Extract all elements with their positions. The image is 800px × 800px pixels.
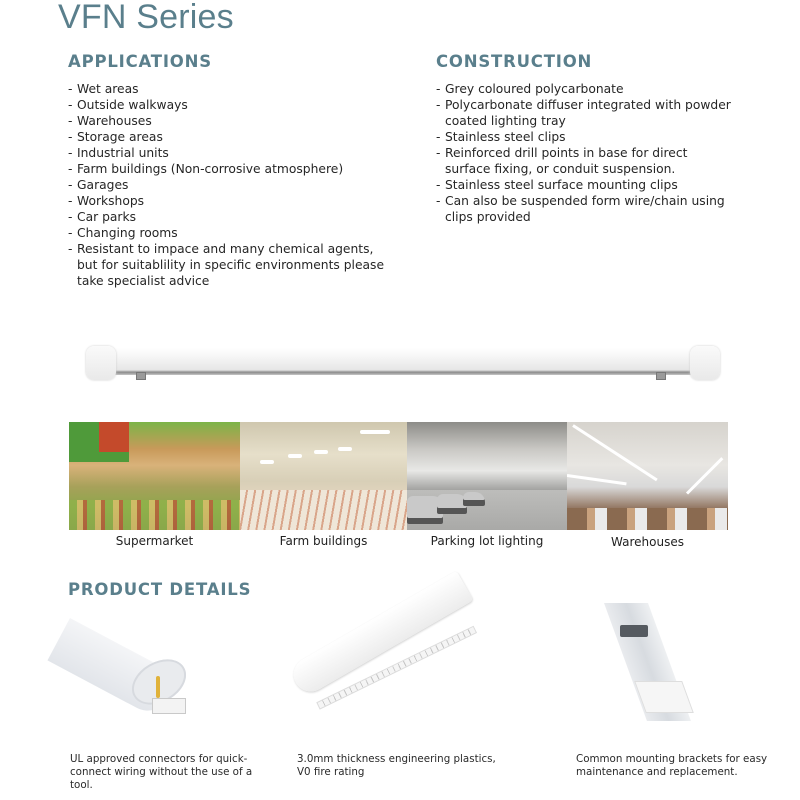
caption-parking-lot: Parking lot lighting bbox=[430, 534, 544, 548]
dash-marker: - bbox=[436, 98, 441, 112]
dash-marker: - bbox=[68, 210, 73, 224]
list-item: - Stainless steel clips bbox=[436, 130, 566, 144]
applications-heading: APPLICATIONS bbox=[68, 52, 212, 71]
list-item: - Farm buildings (Non-corrosive atmosphere) bbox=[68, 162, 344, 176]
detail-connectors-text: UL approved connectors for quick-connect wiring without the use of a tool. bbox=[70, 753, 253, 791]
construction-list bbox=[436, 81, 736, 225]
fixture-endcap-right bbox=[690, 346, 720, 380]
diffuser-led-strip-photo bbox=[288, 606, 488, 721]
mounting-bracket-photo bbox=[598, 603, 713, 718]
connector-end-photo bbox=[70, 618, 200, 718]
dash-marker: - bbox=[436, 130, 441, 144]
list-item: - Polycarbonate diffuser integrated with powder coated lighting tray bbox=[436, 98, 731, 128]
fixture-clip bbox=[656, 372, 666, 380]
fixture-diffuser bbox=[108, 348, 698, 370]
list-item: - Workshops bbox=[68, 194, 145, 208]
gallery-captions bbox=[69, 534, 728, 549]
dash-marker: - bbox=[68, 242, 73, 256]
dash-marker: - bbox=[68, 162, 73, 176]
detail-plastics-text: 3.0mm thickness engineering plastics, V0 fire rating bbox=[297, 753, 496, 778]
dash-marker: - bbox=[68, 146, 73, 160]
dash-marker: - bbox=[68, 130, 73, 144]
caption-warehouses: Warehouses bbox=[611, 535, 684, 549]
list-item: - Industrial units bbox=[68, 146, 169, 160]
farm-buildings-photo bbox=[240, 422, 407, 530]
list-item: - Storage areas bbox=[68, 130, 163, 144]
dash-marker: - bbox=[436, 178, 441, 192]
dash-marker: - bbox=[68, 114, 73, 128]
list-item: - Car parks bbox=[68, 210, 137, 224]
list-item: - Grey coloured polycarbonate bbox=[436, 82, 624, 96]
detail-brackets-text: Common mounting brackets for easy maintenance and replacement. bbox=[576, 753, 768, 778]
dash-marker: - bbox=[436, 82, 441, 96]
supermarket-photo bbox=[69, 422, 240, 530]
warehouse-photo bbox=[567, 422, 728, 530]
dash-marker: - bbox=[68, 98, 73, 112]
dash-marker: - bbox=[68, 82, 73, 96]
caption-farm-buildings: Farm buildings bbox=[279, 534, 368, 548]
fixture-clip bbox=[136, 372, 146, 380]
list-item: - Can also be suspended form wire/chain using clips provided bbox=[436, 194, 725, 224]
list-item: - Stainless steel surface mounting clips bbox=[436, 178, 678, 192]
list-item: - Resistant to impace and many chemical agents, but for suitablility in specific environments please take specialist advice bbox=[68, 242, 385, 288]
vfn-fixture-image bbox=[86, 342, 720, 384]
construction-heading: CONSTRUCTION bbox=[436, 52, 593, 71]
dash-marker: - bbox=[68, 178, 73, 192]
fixture-endcap-left bbox=[86, 346, 116, 380]
caption-supermarket: Supermarket bbox=[115, 534, 194, 548]
list-item: - Warehouses bbox=[68, 114, 152, 128]
dash-marker: - bbox=[68, 194, 73, 208]
applications-list bbox=[68, 81, 388, 289]
list-item: - Outside walkways bbox=[68, 98, 188, 112]
dash-marker: - bbox=[436, 146, 441, 160]
dash-marker: - bbox=[436, 194, 441, 208]
list-item: - Garages bbox=[68, 178, 129, 192]
parking-lot-photo bbox=[407, 422, 567, 530]
product-details-heading: PRODUCT DETAILS bbox=[68, 580, 252, 599]
list-item: - Wet areas bbox=[68, 82, 139, 96]
page-title: VFN Series bbox=[58, 0, 234, 36]
dash-marker: - bbox=[68, 226, 73, 240]
list-item: - Reinforced drill points in base for direct surface fixing, or conduit suspension. bbox=[436, 146, 688, 176]
application-gallery bbox=[69, 422, 728, 530]
fixture-rail bbox=[112, 370, 694, 375]
list-item: - Changing rooms bbox=[68, 226, 178, 240]
